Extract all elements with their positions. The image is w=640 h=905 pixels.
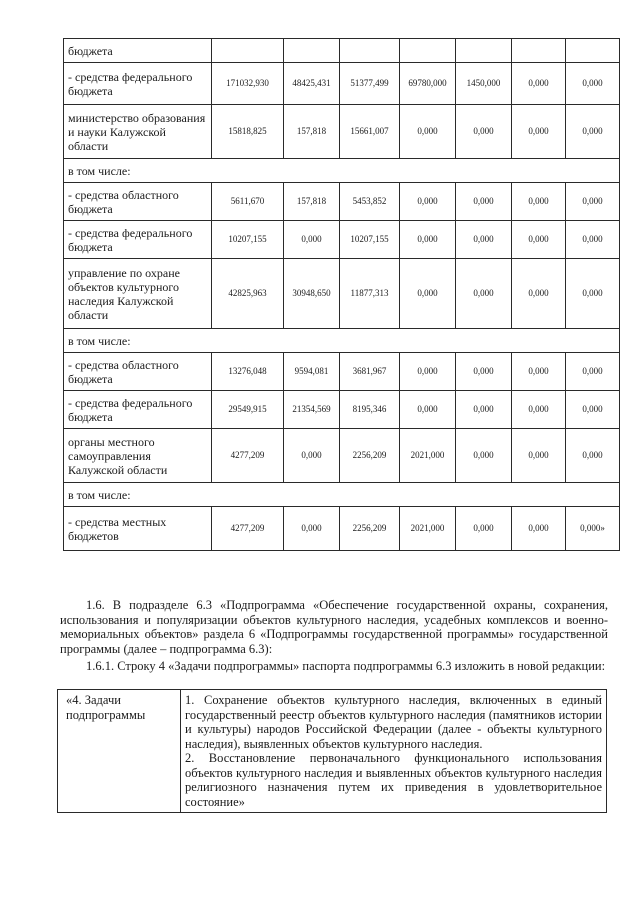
row-label: - средства федерального бюджета	[64, 221, 212, 259]
row-label: - средства местных бюджетов	[64, 507, 212, 551]
value-cell: 5611,670	[212, 183, 284, 221]
value-cell: 157,818	[284, 105, 340, 159]
value-cell: 0,000	[284, 429, 340, 483]
value-cell: 1450,000	[456, 63, 512, 105]
row-label: - средства федерального бюджета	[64, 63, 212, 105]
value-cell: 2256,209	[340, 429, 400, 483]
row-label: - средства федерального бюджета	[64, 391, 212, 429]
table-row	[64, 105, 620, 159]
value-cell: 0,000	[400, 221, 456, 259]
value-cell: 0,000	[566, 63, 620, 105]
value-cell: 157,818	[284, 183, 340, 221]
value-cell: 2021,000	[400, 429, 456, 483]
value-cell	[284, 39, 340, 63]
value-cell: 5453,852	[340, 183, 400, 221]
value-cell: 0,000	[512, 183, 566, 221]
value-cell: 0,000	[512, 429, 566, 483]
value-cell: 10207,155	[212, 221, 284, 259]
value-cell: 0,000	[456, 429, 512, 483]
value-cell: 0,000	[456, 221, 512, 259]
value-cell: 0,000	[400, 105, 456, 159]
value-cell	[512, 39, 566, 63]
value-cell: 48425,431	[284, 63, 340, 105]
value-cell: 13276,048	[212, 353, 284, 391]
value-cell: 0,000	[456, 183, 512, 221]
tasks-description	[181, 690, 607, 813]
value-cell: 69780,000	[400, 63, 456, 105]
table-row	[64, 39, 620, 63]
value-cell: 9594,081	[284, 353, 340, 391]
row-label: органы местного самоуправления Калужской области	[64, 429, 212, 483]
value-cell: 10207,155	[340, 221, 400, 259]
value-cell: 0,000	[456, 391, 512, 429]
tasks-title: «4. Задачи подпрограммы	[58, 690, 181, 813]
value-cell: 0,000	[566, 353, 620, 391]
value-cell: 0,000»	[566, 507, 620, 551]
value-cell: 0,000	[566, 105, 620, 159]
table-row	[64, 429, 620, 483]
value-cell: 0,000	[512, 63, 566, 105]
value-cell	[400, 39, 456, 63]
table-row	[64, 507, 620, 551]
table-row	[64, 63, 620, 105]
row-label: в том числе:	[64, 329, 620, 353]
row-label: бюджета	[64, 39, 212, 63]
funding-table	[63, 38, 620, 551]
value-cell: 42825,963	[212, 259, 284, 329]
value-cell: 171032,930	[212, 63, 284, 105]
value-cell: 0,000	[566, 221, 620, 259]
value-cell: 15661,007	[340, 105, 400, 159]
tasks-row	[58, 690, 607, 813]
value-cell: 21354,569	[284, 391, 340, 429]
value-cell: 0,000	[566, 391, 620, 429]
value-cell: 0,000	[456, 353, 512, 391]
value-cell: 0,000	[566, 429, 620, 483]
row-label: управление по охране объектов культурного наследия Калужской области	[64, 259, 212, 329]
row-label: министерство образования и науки Калужской области	[64, 105, 212, 159]
value-cell	[566, 39, 620, 63]
value-cell: 51377,499	[340, 63, 400, 105]
table-row	[64, 329, 620, 353]
value-cell: 2021,000	[400, 507, 456, 551]
task-item-2: 2. Восстановление первоначального функционального использования объектов культурного наследия и выявленных объектов культурного наследия религиозного назначения путем их приведения в удовлетворительное состояние»	[185, 751, 602, 809]
table-row	[64, 221, 620, 259]
value-cell	[456, 39, 512, 63]
value-cell: 0,000	[512, 391, 566, 429]
value-cell: 4277,209	[212, 429, 284, 483]
value-cell: 0,000	[400, 183, 456, 221]
row-label: - средства областного бюджета	[64, 353, 212, 391]
value-cell: 0,000	[456, 259, 512, 329]
table-row	[64, 483, 620, 507]
value-cell	[340, 39, 400, 63]
value-cell: 0,000	[284, 221, 340, 259]
row-label: - средства областного бюджета	[64, 183, 212, 221]
paragraph-1-6-1: 1.6.1. Строку 4 «Задачи подпрограммы» паспорта подпрограммы 6.3 изложить в новой редакции:	[86, 659, 606, 673]
task-item-1: 1. Сохранение объектов культурного наследия, включенных в единый государственный реестр объектов культурного наследия (памятников истории и культуры) народов Российской Федерации (далее - объекты культурного наследия), выявленных объектов культурного наследия.	[185, 693, 602, 751]
value-cell: 0,000	[400, 353, 456, 391]
value-cell: 0,000	[512, 259, 566, 329]
value-cell: 0,000	[456, 105, 512, 159]
value-cell: 4277,209	[212, 507, 284, 551]
paragraph-1-6: 1.6. В подразделе 6.3 «Подпрограмма «Обеспечение государственной охраны, сохранения, использования и популяризации объектов культурного наследия, усадебных комплексов и военно-мемориальных объектов» раздела 6 «Подпрограммы государственной программы» государственной программы (далее – подпрограмма 6.3):	[60, 598, 608, 656]
value-cell: 30948,650	[284, 259, 340, 329]
value-cell: 0,000	[400, 259, 456, 329]
table-row	[64, 159, 620, 183]
value-cell: 0,000	[456, 507, 512, 551]
value-cell	[212, 39, 284, 63]
value-cell: 0,000	[566, 259, 620, 329]
tasks-table	[57, 689, 607, 813]
row-label: в том числе:	[64, 159, 620, 183]
value-cell: 0,000	[566, 183, 620, 221]
value-cell: 2256,209	[340, 507, 400, 551]
value-cell: 0,000	[284, 507, 340, 551]
value-cell: 11877,313	[340, 259, 400, 329]
value-cell: 0,000	[512, 105, 566, 159]
value-cell: 8195,346	[340, 391, 400, 429]
table-row	[64, 259, 620, 329]
value-cell: 0,000	[512, 221, 566, 259]
value-cell: 0,000	[512, 353, 566, 391]
table-row	[64, 391, 620, 429]
value-cell: 0,000	[512, 507, 566, 551]
funding-table-body	[64, 39, 620, 551]
row-label: в том числе:	[64, 483, 620, 507]
table-row	[64, 353, 620, 391]
value-cell: 0,000	[400, 391, 456, 429]
value-cell: 29549,915	[212, 391, 284, 429]
table-row	[64, 183, 620, 221]
value-cell: 3681,967	[340, 353, 400, 391]
value-cell: 15818,825	[212, 105, 284, 159]
